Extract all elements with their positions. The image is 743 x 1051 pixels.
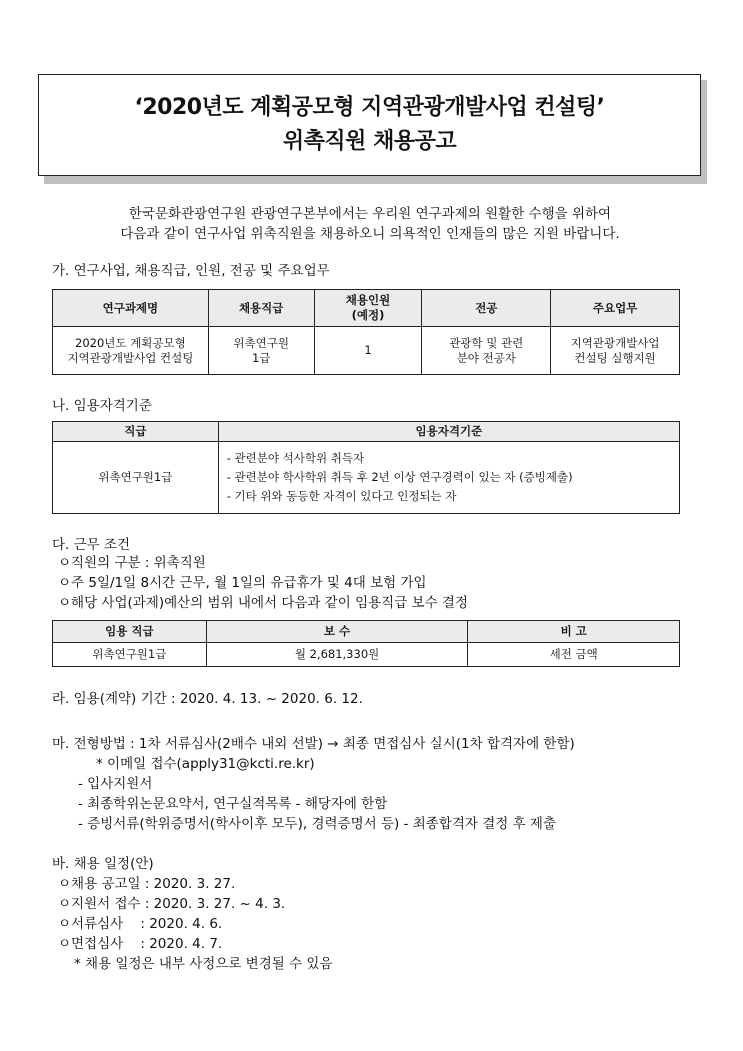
th-salary: 보 수 — [206, 621, 468, 643]
section-b-heading: 나. 임용자격기준 — [52, 398, 152, 414]
criteria-item: - 관련분야 학사학위 취득 후 2년 이상 연구경력이 있는 자 (증빙제출) — [226, 470, 573, 484]
title-box — [38, 74, 701, 176]
cell-rank: 위촉연구원1급 — [53, 442, 219, 514]
intro-line-1: 한국문화관광연구원 관광연구본부에서는 우리원 연구과제의 원활한 수행을 위하여 — [128, 206, 612, 222]
email-line: * 이메일 접수(apply31@kcti.re.kr) — [96, 756, 315, 772]
cell-count: 1 — [314, 327, 422, 375]
section-a-heading: 가. 연구사업, 채용직급, 인원, 전공 및 주요업무 — [52, 263, 330, 279]
work-condition-item: ㅇ해당 사업(과제)예산의 범위 내에서 다음과 같이 임용직급 보수 결정 — [58, 595, 469, 611]
document-item: - 입사지원서 — [78, 776, 153, 792]
th-duty: 주요업무 — [551, 290, 680, 327]
schedule-note: * 채용 일정은 내부 사정으로 변경될 수 있음 — [74, 956, 333, 972]
th-count: 채용인원 (예정) — [314, 290, 422, 327]
document-item: - 증빙서류(학위증명서(학사이후 모두), 경력증명서 등) - 최종합격자 결정 후 제출 — [78, 816, 556, 832]
intro-paragraph — [60, 204, 680, 244]
table-row — [53, 327, 680, 375]
section-f-heading: 바. 채용 일정(안) — [52, 856, 154, 872]
th-rank: 직급 — [53, 422, 219, 442]
cell-criteria — [218, 442, 679, 514]
schedule-item: ㅇ면접심사 : 2020. 4. 7. — [58, 936, 223, 952]
schedule-item: ㅇ채용 공고일 : 2020. 3. 27. — [58, 876, 236, 892]
title-line-2: 위촉직원 채용공고 — [282, 129, 457, 154]
section-e-heading: 마. 전형방법 : 1차 서류심사(2배수 내외 선발) → 최종 면접심사 실시(1차 합격자에 한함) — [52, 736, 575, 752]
table-row — [53, 643, 680, 667]
th-project: 연구과제명 — [53, 290, 209, 327]
th-note: 비 고 — [468, 621, 680, 643]
schedule-item: ㅇ지원서 접수 : 2020. 3. 27. ~ 4. 3. — [58, 896, 286, 912]
section-d-period: 라. 임용(계약) 기간 : 2020. 4. 13. ~ 2020. 6. 12. — [52, 691, 363, 707]
work-condition-item: ㅇ주 5일/1일 8시간 근무, 월 1일의 유급휴가 및 4대 보험 가입 — [58, 575, 427, 591]
title-line-1: ‘2020년도 계획공모형 지역관광개발사업 컨설팅’ — [134, 95, 605, 120]
document-item: - 최종학위논문요약서, 연구실적목록 - 해당자에 한함 — [78, 796, 388, 812]
cell-grade: 위촉연구원 1급 — [208, 327, 314, 375]
section-c-heading: 다. 근무 조건 — [52, 537, 131, 553]
cell-project: 2020년도 계획공모형 지역관광개발사업 컨설팅 — [53, 327, 209, 375]
cell-note: 세전 금액 — [468, 643, 680, 667]
criteria-item: - 관련분야 석사학위 취득자 — [226, 451, 365, 465]
th-criteria: 임용자격기준 — [218, 422, 679, 442]
schedule-item: ㅇ서류심사 : 2020. 4. 6. — [58, 916, 223, 932]
cell-salary-grade: 위촉연구원1급 — [53, 643, 207, 667]
recruit-table — [52, 289, 680, 375]
cell-duty: 지역관광개발사업 컨설팅 실행지원 — [551, 327, 680, 375]
salary-table — [52, 620, 680, 667]
cell-salary: 월 2,681,330원 — [206, 643, 468, 667]
qualification-table — [52, 421, 680, 514]
th-grade: 채용직급 — [208, 290, 314, 327]
intro-line-2: 다음과 같이 연구사업 위촉직원을 채용하오니 의욕적인 인재들의 많은 지원 바랍니다. — [120, 226, 620, 242]
criteria-item: - 기타 위와 동등한 자격이 있다고 인정되는 자 — [226, 489, 457, 503]
th-salary-grade: 임용 직급 — [53, 621, 207, 643]
cell-major: 관광학 및 관련 분야 전공자 — [422, 327, 551, 375]
th-major: 전공 — [422, 290, 551, 327]
work-condition-item: ㅇ직원의 구분 : 위촉직원 — [58, 555, 206, 571]
table-row — [53, 442, 680, 514]
